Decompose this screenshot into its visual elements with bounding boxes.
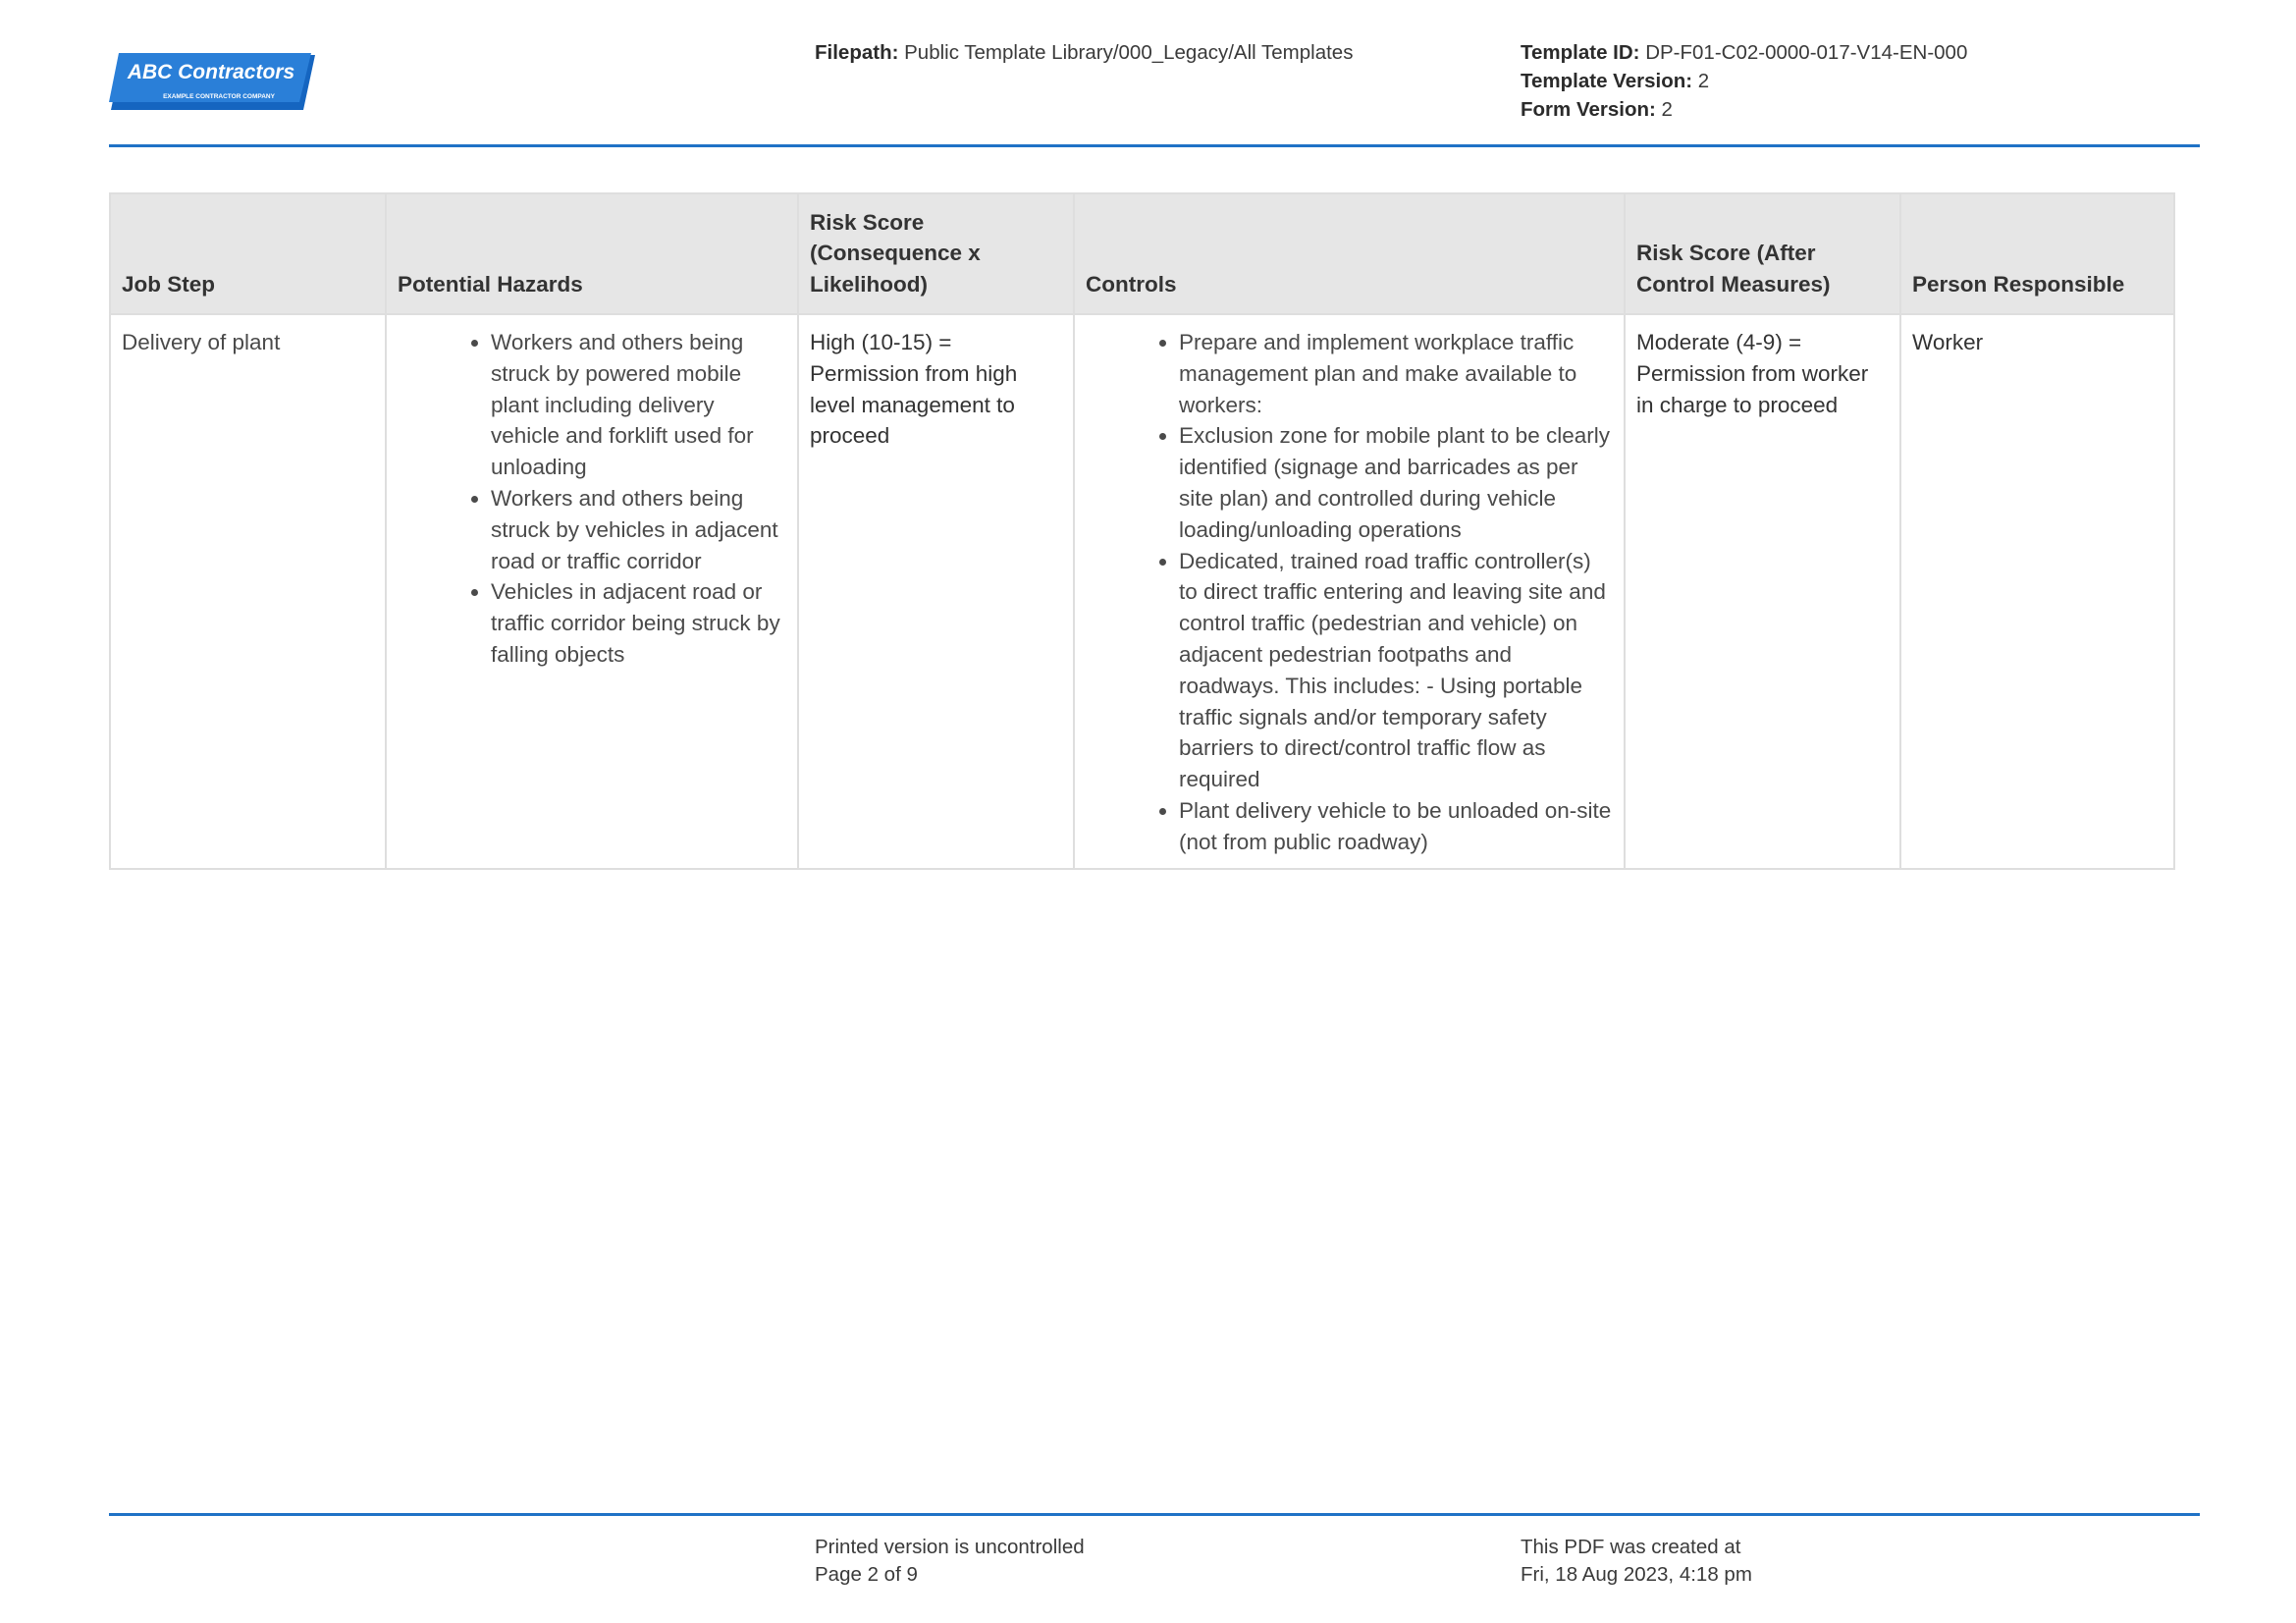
list-item: • Workers and others being struck by powered mobile plant including delivery vehicle and forklift used for unloading <box>491 327 786 483</box>
filepath-value: Public Template Library/000_Legacy/All Templates <box>904 41 1354 64</box>
cell-risk-score-after: Moderate (4-9) = Permission from worker in charge to proceed <box>1625 314 1900 869</box>
template-version-value: 2 <box>1697 70 1710 92</box>
column-header-potential-hazards: Potential Hazards <box>386 193 798 314</box>
template-id-label: Template ID: <box>1521 41 1640 64</box>
column-header-controls: Controls <box>1074 193 1625 314</box>
template-id-line <box>1521 38 1967 67</box>
footer-right <box>1521 1534 1752 1589</box>
column-header-risk-score: Risk Score (Consequence x Likelihood) <box>798 193 1074 314</box>
form-version-line <box>1521 95 1967 124</box>
filepath-block <box>815 38 1353 67</box>
created-label: This PDF was created at <box>1521 1536 1741 1558</box>
form-version-label: Form Version: <box>1521 98 1656 121</box>
column-header-job-step: Job Step <box>110 193 386 314</box>
cell-potential-hazards <box>386 314 798 869</box>
page-number: Page 2 of 9 <box>815 1563 918 1586</box>
filepath-label: Filepath: <box>815 41 899 64</box>
logo-text: ABC Contractors <box>127 61 295 83</box>
table-row <box>110 314 2174 869</box>
list-item: • Plant delivery vehicle to be unloaded on-site (not from public roadway) <box>1179 795 1613 858</box>
table-header-row <box>110 193 2174 314</box>
company-logo <box>109 53 317 112</box>
hazards-list <box>398 327 786 671</box>
list-item: • Dedicated, trained road traffic controller(s) to direct traffic entering and leaving site and control traffic (pedestrian and vehicle) on adjacent pedestrian footpaths and roadways. This includes: - Using portable traffic signals and/or temporary safety barriers to direct/control traffic flow as required <box>1179 546 1613 795</box>
template-info <box>1521 38 1967 124</box>
footer-left <box>815 1534 1085 1589</box>
template-version-label: Template Version: <box>1521 70 1693 92</box>
page-footer <box>109 1513 2200 1586</box>
uncontrolled-notice: Printed version is uncontrolled <box>815 1536 1085 1558</box>
cell-person-responsible: Worker <box>1900 314 2174 869</box>
page-header <box>109 0 2200 147</box>
column-header-risk-score-after: Risk Score (After Control Measures) <box>1625 193 1900 314</box>
template-id-value: DP-F01-C02-0000-017-V14-EN-000 <box>1645 41 1968 64</box>
list-item: • Prepare and implement workplace traffic management plan and make available to workers: <box>1179 327 1613 420</box>
cell-risk-score: High (10-15) = Permission from high level management to proceed <box>798 314 1074 869</box>
list-item: • Workers and others being struck by vehicles in adjacent road or traffic corridor <box>491 483 786 576</box>
created-timestamp: Fri, 18 Aug 2023, 4:18 pm <box>1521 1563 1752 1586</box>
logo-subtext: EXAMPLE CONTRACTOR COMPANY <box>163 93 275 100</box>
form-version-value: 2 <box>1661 98 1673 121</box>
list-item: • Exclusion zone for mobile plant to be clearly identified (signage and barricades as per site plan) and controlled during vehicle loading/unloading operations <box>1179 420 1613 545</box>
cell-controls <box>1074 314 1625 869</box>
controls-list <box>1086 327 1613 858</box>
risk-assessment-table <box>109 192 2175 870</box>
cell-job-step: Delivery of plant <box>110 314 386 869</box>
template-version-line <box>1521 67 1967 95</box>
list-item: • Vehicles in adjacent road or traffic corridor being struck by falling objects <box>491 576 786 670</box>
column-header-person-responsible: Person Responsible <box>1900 193 2174 314</box>
